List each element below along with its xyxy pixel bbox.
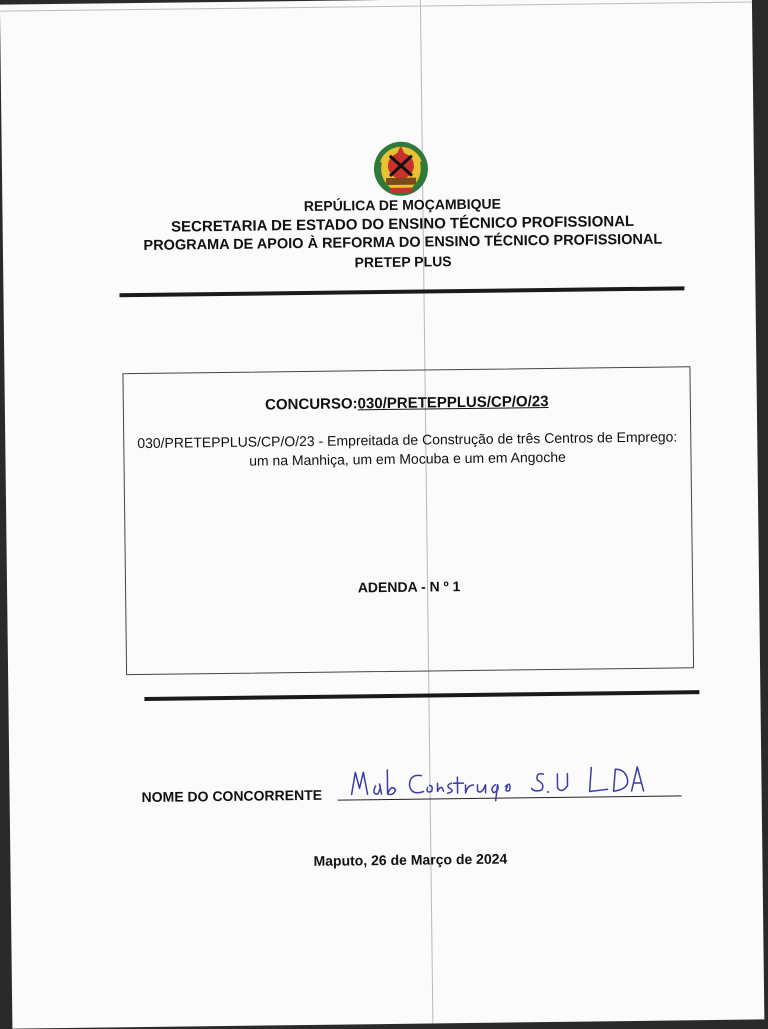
tender-label: CONCURSO:	[265, 395, 358, 414]
tender-title	[124, 391, 690, 415]
bidder-label: NOME DO CONCORRENTE	[141, 786, 323, 806]
scan-fold-line-top	[0, 1, 752, 11]
tender-box	[122, 366, 694, 675]
box-divider	[144, 690, 699, 701]
handwritten-bidder-name	[345, 761, 645, 805]
tender-description-line2: um na Manhiça, um em Mocuba e um em Angoche	[249, 448, 566, 469]
header-divider	[119, 286, 684, 297]
document-header	[102, 192, 703, 275]
addendum-number: ADENDA - N º 1	[357, 578, 461, 596]
mozambique-emblem-icon	[372, 139, 431, 198]
document-date: Maputo, 26 de Março de 2024	[313, 850, 508, 869]
header-country: REPÚLICA DE MOÇAMBIQUE	[303, 195, 502, 214]
tender-number: 030/PRETEPPLUS/CP/O/23	[357, 393, 549, 413]
bidder-name-row	[141, 766, 701, 807]
header-secretariat: SECRETARIA DE ESTADO DO ENSINO TÉCNICO PROFISSIONAL	[170, 212, 635, 236]
header-program-short: PRETEP PLUS	[354, 253, 452, 271]
header-program: PROGRAMA DE APOIO À REFORMA DO ENSINO TÉCNICO PROFISSIONAL	[143, 231, 663, 254]
tender-description	[132, 427, 682, 472]
tender-description-line1: 030/PRETEPPLUS/CP/O/23 - Empreitada de Construção de três Centros de Emprego:	[137, 428, 678, 452]
